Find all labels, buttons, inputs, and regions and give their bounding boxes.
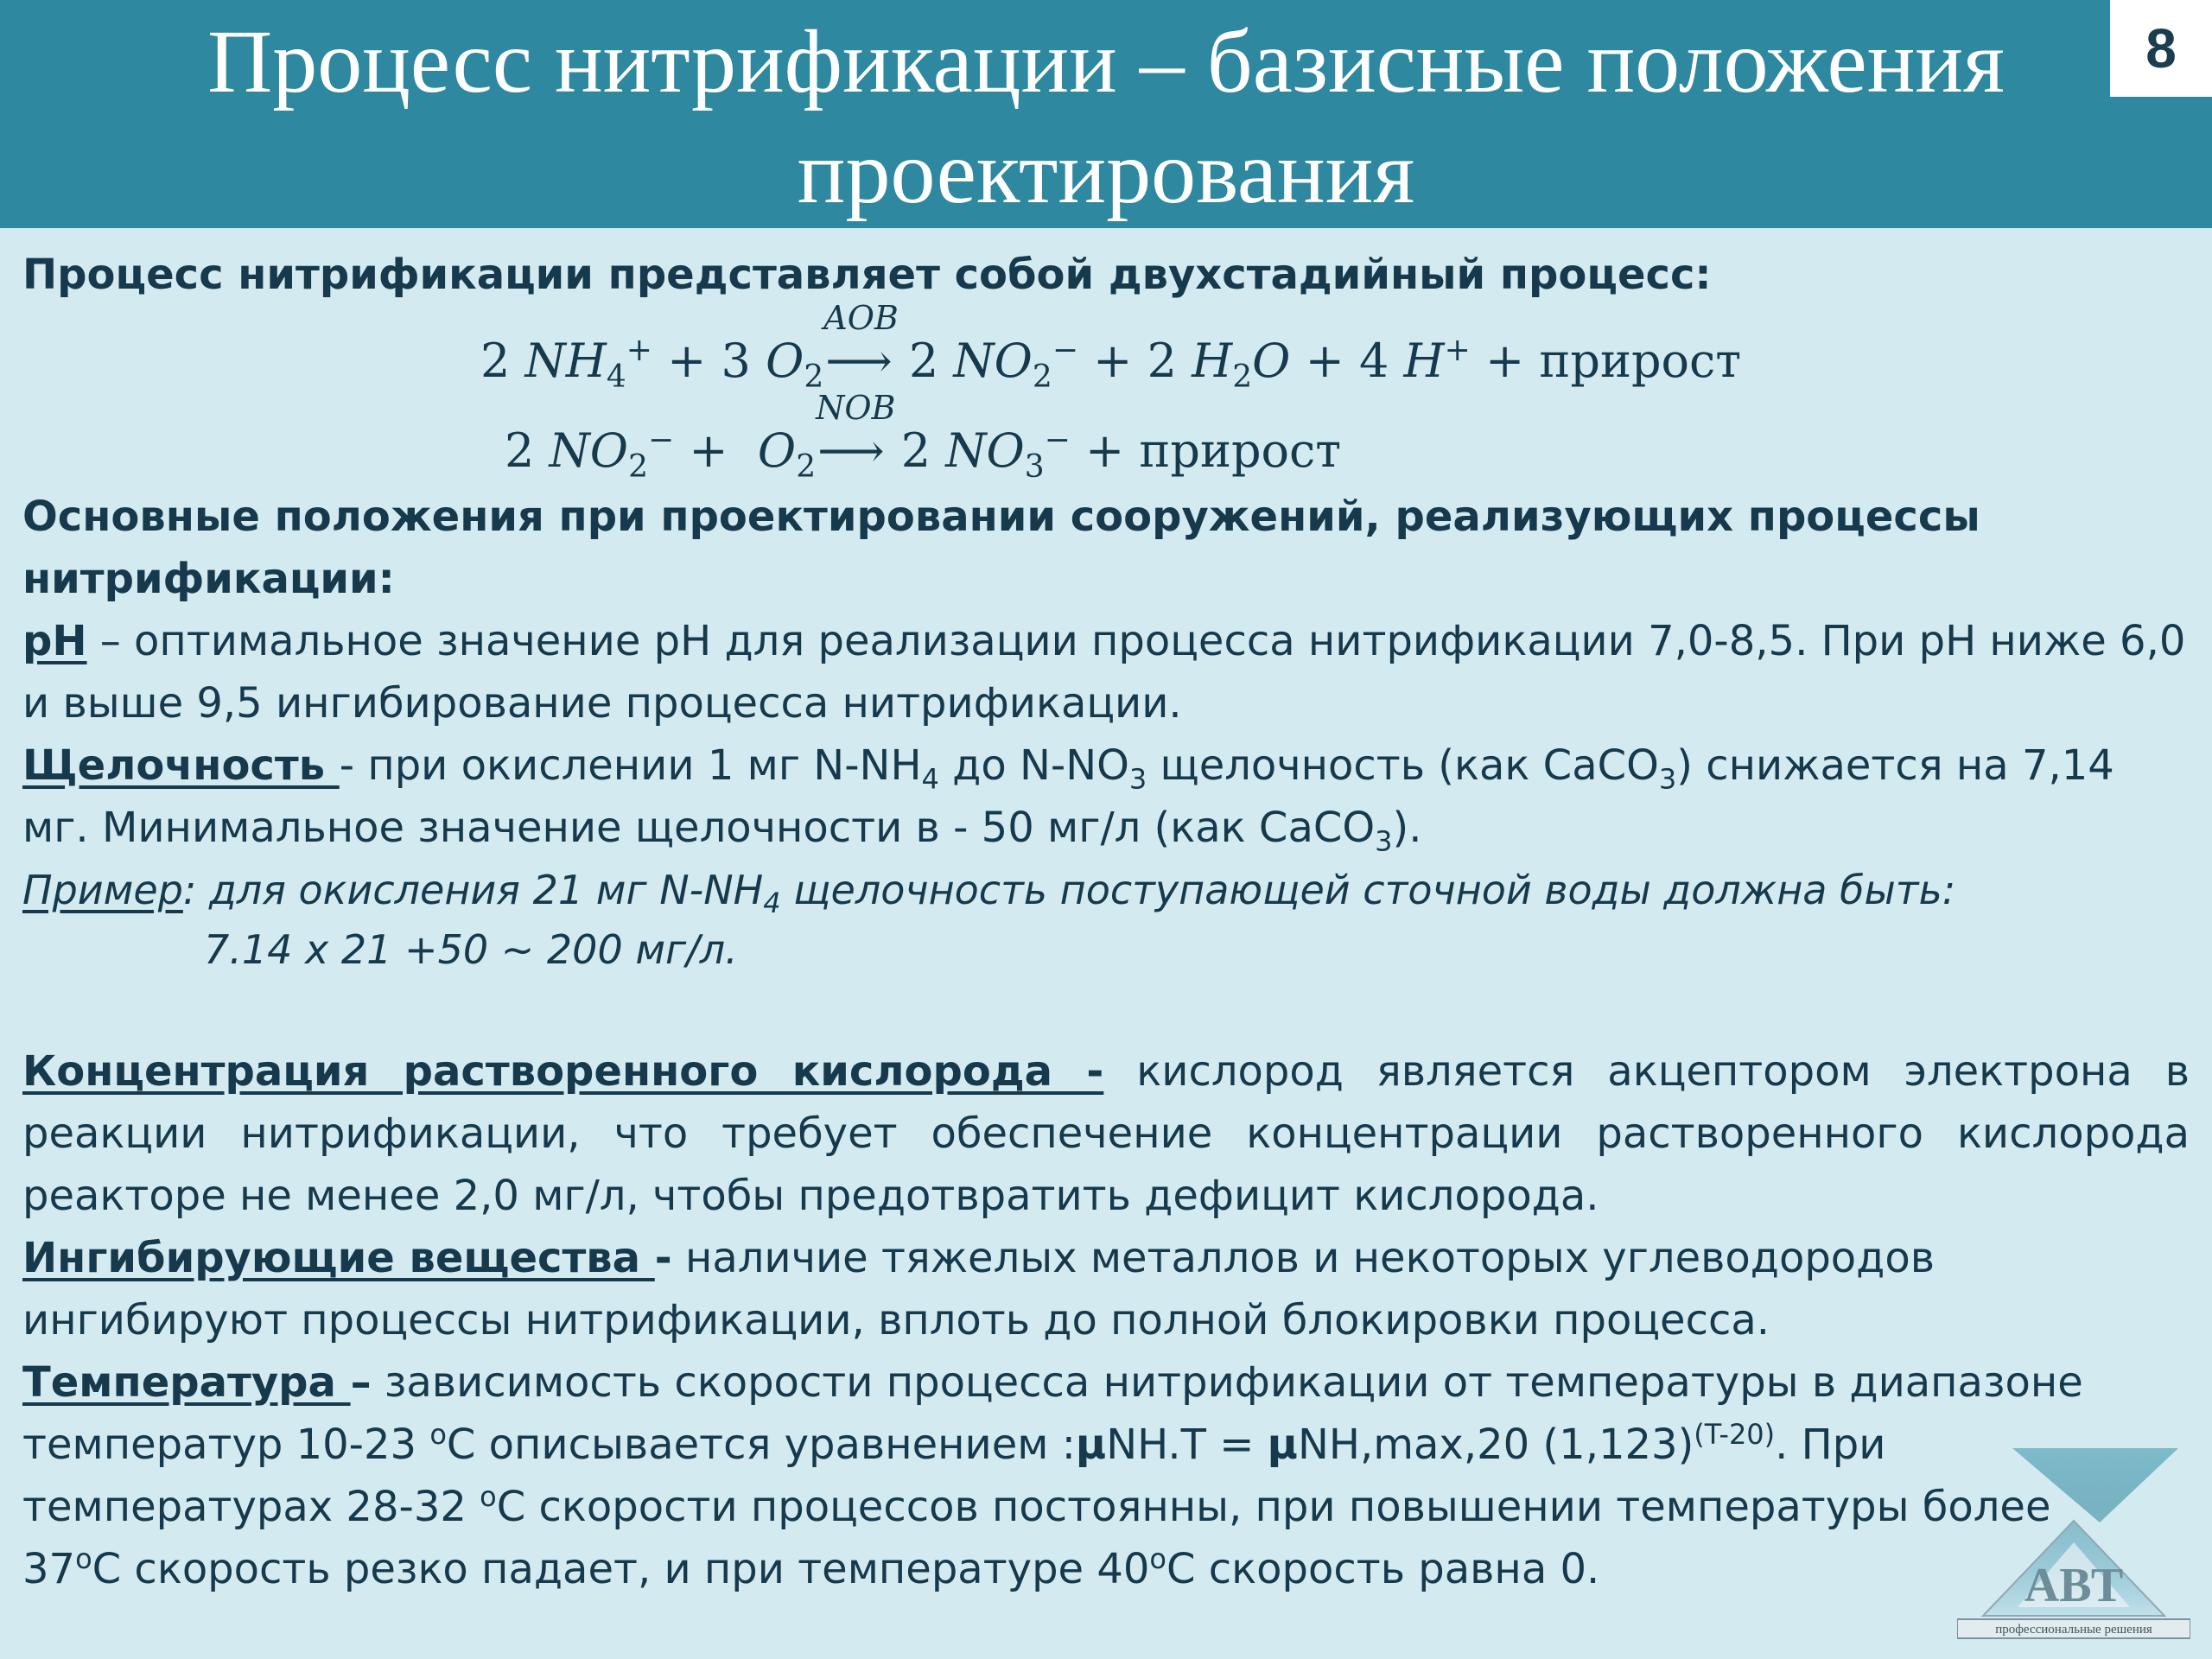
alkalinity-paragraph: Щелочность - при окислении 1 мг $N-NH_4$ до $N-NO_3$ щелочность (как CaCO$_3$) снижается на 7,14 мг. Минимальное значение щелочности в - 50 мг/л (как CaCO$_3$). — [22, 741, 2114, 858]
slide-title-line-2: проектирования — [797, 123, 1415, 222]
ph-paragraph — [22, 610, 2190, 734]
example-paragraph: Пример: для окисления 21 мг $N-NH_4$ щелочность поступающей сточной воды должна быть: — [22, 867, 1956, 920]
intro-heading: Процесс нитрификации представляет собой двухстадийный процесс: — [22, 251, 1712, 299]
equation-nitratation: 2 $NO_2^- + O_2$ NOB ⟶ 2 $NO_3^-$ + прирост — [505, 425, 1341, 477]
inhibitors-paragraph: Ингибирующие вещества - наличие тяжелых металлов и некоторых углеводородов ингибируют процессы нитрификации, вплоть до полной блокировки процесса. — [22, 1234, 1936, 1344]
company-logo — [1957, 1443, 2190, 1642]
temperature-paragraph: Температура – зависимость скорости процесса нитрификации от температуры в диапазоне температур 10-23 $^o$C описывается уравнением :µNH.T = µNH,max,20 $(1,123)^{(T-20)}$. При температурах 28-32 $^o$C скорости процессов постоянны, при повышении температуры более 37$^o$C скорость резко падает, и при температуре 40$^o$C скорость равна 0. — [22, 1358, 2083, 1593]
reaction-arrow-nob: NOB ⟶ — [816, 425, 886, 477]
slide-body — [22, 244, 2190, 306]
design-heading: Основные положения при проектировании сооружений, реализующих процессы нитрификации: — [22, 493, 1980, 603]
equation-nitritation: 2 $NH_4^+ + 3$ $O_2$ AOB ⟶ 2 $NO_2^- + 2$ $H_2O + 4$ H+ + прирост — [480, 335, 1741, 387]
oxygen-paragraph — [22, 1040, 2190, 1227]
inhibitors-label: Ингибирующие вещества — [22, 1234, 655, 1282]
slide-title — [0, 7, 2212, 228]
spacer — [22, 978, 2190, 1040]
hourglass-logo-icon — [1957, 1443, 2190, 1642]
logo-name: АВТ — [2024, 1559, 2124, 1612]
inhibitors-text: наличие тяжелых металлов и некоторых углеводородов ингибируют процессы нитрификации, вплоть до полной блокировки процесса. — [22, 1234, 1936, 1344]
example-calculation: 7.14 х 21 +50 ~ 200 мг/л. — [204, 926, 738, 973]
logo-tagline: профессиональные решения — [1995, 1623, 2152, 1637]
arrow-label-nob: NOB — [816, 389, 896, 427]
temperature-label: Температура — [22, 1358, 351, 1407]
title-bar — [0, 0, 2212, 228]
ph-text: – оптимальное значение pH для реализации процесса нитрификации 7,0-8,5. При pH ниже 6,0 и выше 9,5 ингибирование процесса нитрификации. — [22, 617, 2186, 728]
oxygen-label: Концентрация растворенного кислорода - — [22, 1047, 1104, 1096]
arrow-label-aob: AOB — [823, 299, 899, 337]
design-principles — [22, 486, 2190, 1600]
alkalinity-label: Щелочность — [22, 741, 340, 790]
slide-title-line-1: Процесс нитрификации – базисные положения — [207, 12, 2005, 111]
reaction-arrow-aob: AOB ⟶ — [823, 335, 893, 387]
oxygen-text: кислород является акцептором электрона в реакции нитрификации, что требует обеспечение концентрации растворенного кислорода реакторе не менее 2,0 мг/л, чтобы предотвратить дефицит кислорода. — [22, 1047, 2190, 1220]
slide-number: 8 — [2110, 0, 2212, 97]
example-label: Пример — [22, 867, 183, 913]
ph-label: pH — [22, 617, 87, 665]
